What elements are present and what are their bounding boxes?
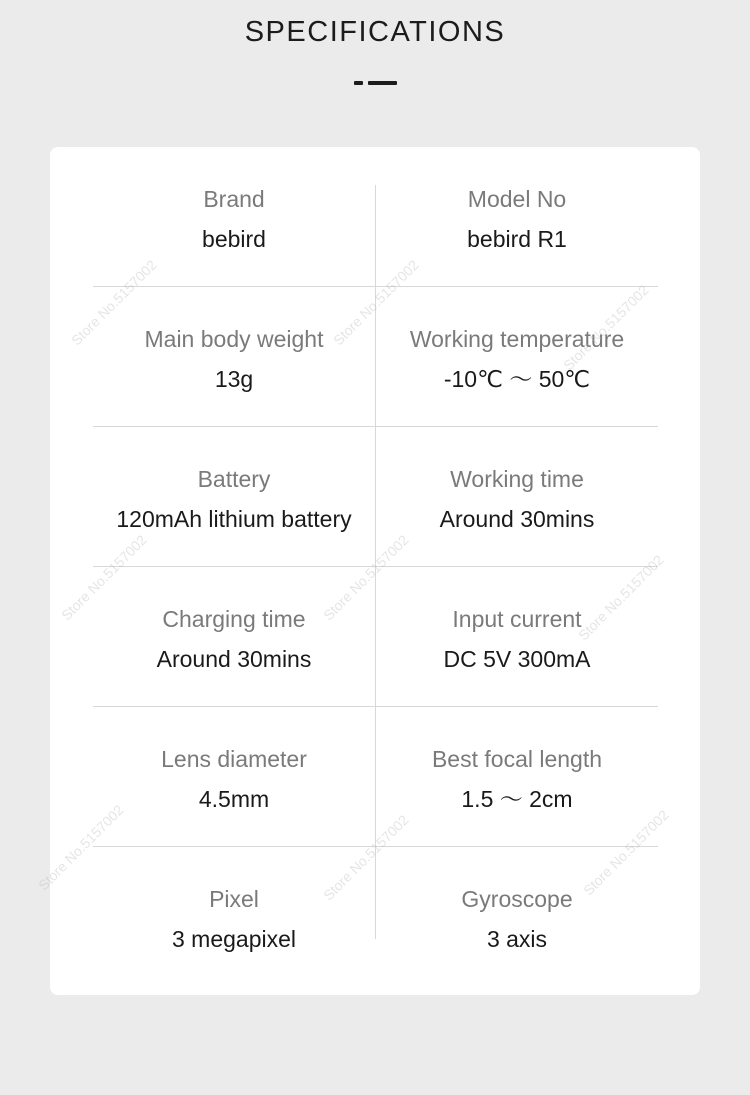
spec-card	[35, 147, 700, 995]
spec-label: Input current	[452, 606, 582, 632]
watermark: Store No.5157002	[68, 256, 160, 349]
spec-cell-focal-length	[376, 707, 658, 847]
spec-value: 1.5 ～ 2cm	[461, 786, 573, 812]
spec-label: Pixel	[209, 886, 259, 912]
watermark: Store No.5157002	[560, 281, 652, 374]
watermark: Store No.5157002	[575, 551, 667, 644]
spec-row	[93, 427, 658, 567]
spec-label: Battery	[197, 466, 271, 492]
spec-cell-temperature	[376, 287, 658, 427]
watermark: Store No.5157002	[35, 801, 127, 894]
spec-row	[93, 847, 658, 987]
spec-cell-battery	[93, 427, 375, 567]
spec-label: Brand	[203, 186, 265, 212]
spec-cell-model-no	[376, 147, 658, 287]
spec-label: Best focal length	[431, 746, 603, 772]
spec-value: 3 axis	[486, 926, 548, 952]
spec-label: Lens diameter	[161, 746, 307, 772]
spec-row	[93, 567, 658, 707]
watermark: Store No.5157002	[580, 806, 672, 899]
watermark: Store No.5157002	[330, 256, 422, 349]
watermark: Store No.5157002	[320, 531, 412, 624]
watermark: Store No.5157002	[320, 811, 412, 904]
spec-label: Gyroscope	[461, 886, 573, 912]
spec-value: bebird R1	[467, 226, 567, 252]
spec-cell-input-current	[376, 567, 658, 707]
title-underline-dot	[354, 81, 363, 85]
spec-value: 3 megapixel	[171, 926, 297, 952]
spec-label: Working temperature	[409, 326, 625, 352]
spec-value: bebird	[202, 226, 266, 252]
spec-value: 4.5mm	[198, 786, 270, 812]
spec-row	[93, 147, 658, 287]
spec-row	[93, 707, 658, 847]
spec-label: Charging time	[162, 606, 306, 632]
spec-cell-gyroscope	[376, 847, 658, 987]
spec-cell-charging-time	[93, 567, 375, 707]
spec-value: Around 30mins	[439, 506, 595, 532]
spec-value: Around 30mins	[156, 646, 312, 672]
spec-label: Working time	[450, 466, 584, 492]
spec-value: 120mAh lithium battery	[116, 506, 352, 532]
watermark: Store No.5157002	[58, 531, 150, 624]
spec-value: -10℃ ～ 50℃	[443, 366, 591, 392]
page-title: SPECIFICATIONS	[244, 16, 506, 48]
spec-cell-weight	[93, 287, 375, 427]
title-underline	[354, 81, 397, 85]
spec-row	[93, 287, 658, 427]
spec-value: DC 5V 300mA	[443, 646, 591, 672]
spec-cell-brand	[93, 147, 375, 287]
spec-label: Model No	[467, 186, 567, 212]
spec-value: 13g	[214, 366, 254, 392]
spec-cell-pixel	[93, 847, 375, 987]
spec-cell-lens-diameter	[93, 707, 375, 847]
title-underline-bar	[368, 81, 397, 85]
spec-label: Main body weight	[144, 326, 324, 352]
spec-cell-working-time	[376, 427, 658, 567]
